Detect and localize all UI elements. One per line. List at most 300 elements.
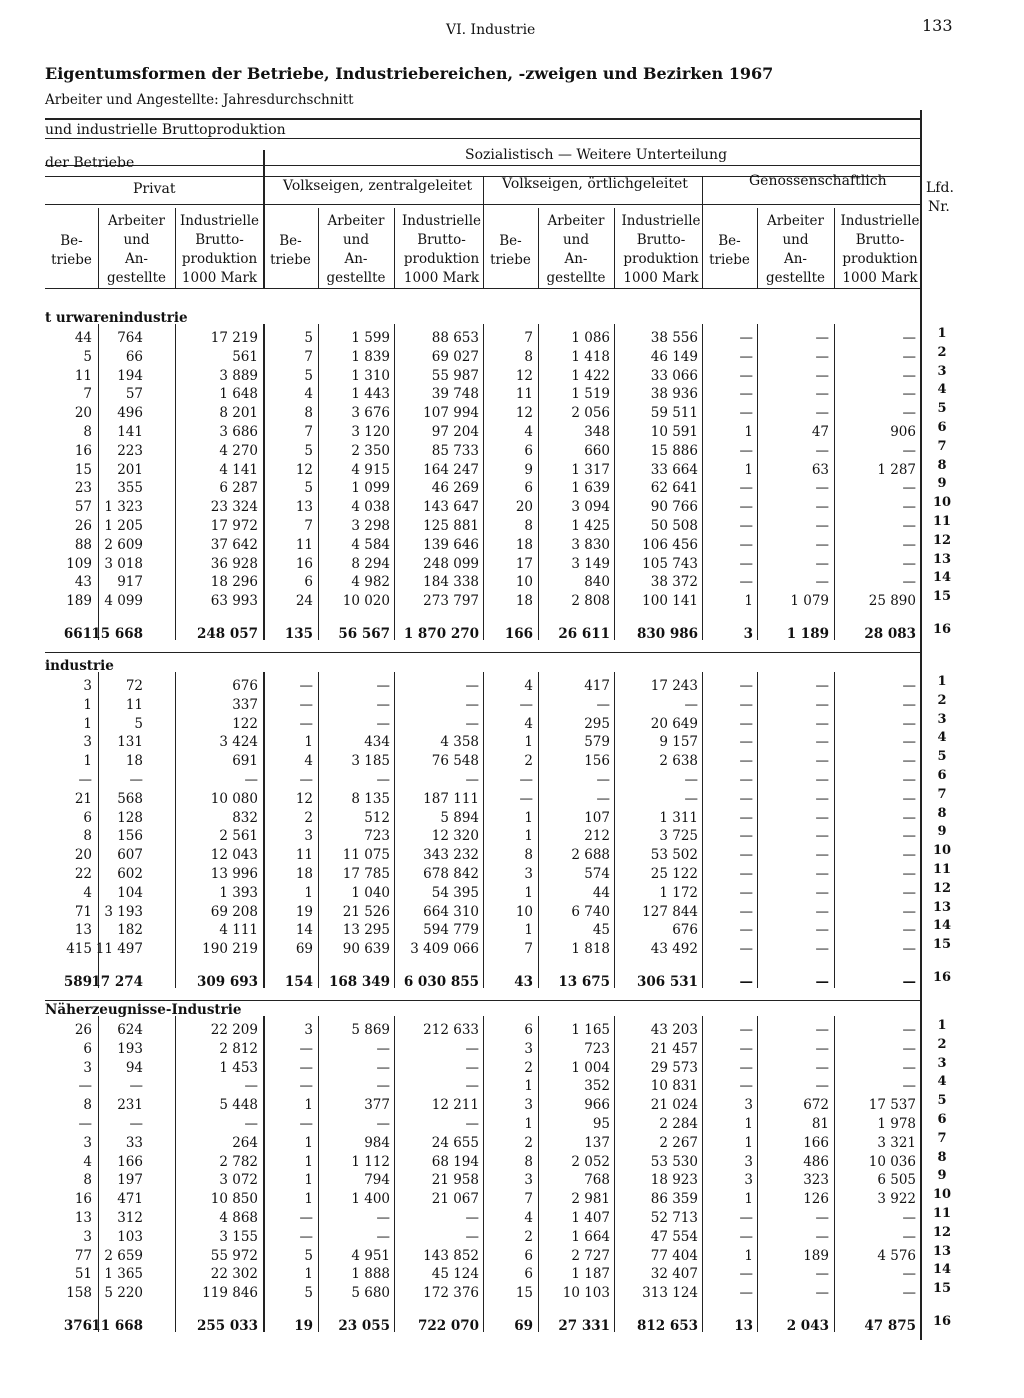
table-cell: 355 xyxy=(117,480,143,497)
table-cell: — xyxy=(299,772,313,788)
table-cell: — xyxy=(815,1078,829,1095)
table-cell: 2 350 xyxy=(351,442,390,459)
table-cell: — xyxy=(902,405,916,422)
table-cell: 18 xyxy=(125,753,143,770)
table-cell: 2 xyxy=(524,1134,533,1151)
table-cell: — xyxy=(902,941,916,958)
table-cell: 11 497 xyxy=(95,941,143,958)
header-betriebe xyxy=(702,232,757,270)
table-cell: 18 296 xyxy=(210,574,258,591)
table-cell: 660 xyxy=(584,442,610,459)
table-cell: — xyxy=(299,1078,313,1095)
table-cell: 723 xyxy=(584,1040,610,1057)
header-text: Brutto- xyxy=(636,232,686,248)
table-cell: 5 xyxy=(83,348,92,365)
table-cell: 1 xyxy=(524,828,533,845)
table-cell: — xyxy=(465,678,479,694)
total-cell: 309 693 xyxy=(196,974,258,990)
table-cell: — xyxy=(78,1078,92,1095)
lfd-number: 12 xyxy=(932,880,952,896)
table-cell: — xyxy=(596,696,610,713)
table-cell: 22 209 xyxy=(210,1022,258,1038)
table-cell: 17 537 xyxy=(868,1097,916,1114)
table-cell: 5 xyxy=(304,367,313,384)
table-cell: — xyxy=(299,1116,313,1132)
table-cell: 44 xyxy=(592,884,610,901)
rule xyxy=(45,288,920,289)
table-cell: — xyxy=(902,574,916,591)
table-cell: 7 xyxy=(304,348,313,365)
table-cell: 46 149 xyxy=(650,348,698,365)
lfd-number: 7 xyxy=(937,1130,947,1146)
table-cell: 624 xyxy=(117,1022,143,1038)
table-cell: — xyxy=(902,1266,916,1283)
table-cell: 37 642 xyxy=(210,536,258,553)
table-cell: — xyxy=(739,442,753,459)
lfd-number: 3 xyxy=(937,1055,947,1071)
table-cell: 10 xyxy=(515,574,533,591)
lfd-number: 5 xyxy=(937,749,947,765)
header-text: produktion xyxy=(623,251,699,267)
lfd-number: 5 xyxy=(937,1093,947,1109)
table-cell: 15 xyxy=(515,1285,533,1302)
total-cell: 376 xyxy=(63,1318,92,1334)
table-cell: 190 219 xyxy=(202,941,258,958)
table-cell: — xyxy=(376,1210,390,1226)
table-cell: — xyxy=(902,442,916,459)
table-cell: 59 511 xyxy=(650,405,698,422)
lfd-number: 4 xyxy=(937,730,947,746)
table-cell: 6 xyxy=(304,574,313,591)
table-cell: 4 xyxy=(304,753,313,770)
lfd-number: 10 xyxy=(932,843,952,859)
table-cell: 16 xyxy=(295,555,313,572)
table-cell: — xyxy=(815,442,829,459)
table-cell: — xyxy=(465,772,479,788)
table-cell: 13 xyxy=(74,1210,92,1226)
table-cell: — xyxy=(465,1116,479,1132)
table-cell: 2 052 xyxy=(571,1153,610,1170)
total-cell: 1 870 270 xyxy=(403,626,479,642)
table-cell: 21 067 xyxy=(431,1191,479,1208)
table-cell: 3 094 xyxy=(571,499,610,516)
lfd-number: 4 xyxy=(937,382,947,398)
table-cell: — xyxy=(739,903,753,920)
table-cell: 12 xyxy=(515,367,533,384)
header-band-betriebe: der Betriebe xyxy=(45,155,135,171)
table-cell: — xyxy=(902,518,916,534)
table-cell: 4 xyxy=(524,678,533,694)
table-cell: 4 038 xyxy=(351,499,390,516)
table-cell: 8 xyxy=(83,424,92,440)
table-cell: 53 530 xyxy=(650,1153,698,1170)
table-cell: — xyxy=(902,536,916,553)
table-cell: 21 xyxy=(74,790,92,807)
table-cell: 579 xyxy=(584,734,610,751)
table-cell: 128 xyxy=(117,809,143,826)
table-cell: 125 881 xyxy=(423,518,479,534)
table-cell: — xyxy=(902,734,916,751)
table-cell: 1 xyxy=(524,884,533,901)
table-cell: — xyxy=(902,715,916,732)
total-cell: 13 xyxy=(734,1318,753,1334)
table-cell: 794 xyxy=(364,1172,390,1189)
table-cell: 187 111 xyxy=(423,790,479,807)
table-cell: 85 733 xyxy=(431,442,479,459)
table-cell: 8 xyxy=(524,1153,533,1170)
table-cell: 1 453 xyxy=(219,1059,258,1076)
table-cell: 2 267 xyxy=(659,1134,698,1151)
table-cell: 768 xyxy=(584,1172,610,1189)
lfd-number: 2 xyxy=(937,1036,947,1052)
table-cell: 3 149 xyxy=(571,555,610,572)
table-cell: 1 xyxy=(744,461,753,478)
table-cell: 3 018 xyxy=(104,555,143,572)
table-cell: 51 xyxy=(74,1266,92,1283)
table-cell: 189 xyxy=(66,593,92,610)
header-text: und xyxy=(562,232,590,248)
table-cell: 10 080 xyxy=(210,790,258,807)
header-text: produktion xyxy=(842,251,918,267)
table-cell: 1 xyxy=(304,1134,313,1151)
table-cell: 2 812 xyxy=(219,1040,258,1057)
table-cell: 8 xyxy=(524,348,533,365)
table-cell: 6 xyxy=(83,809,92,826)
table-cell: 12 211 xyxy=(431,1097,479,1114)
table-cell: 7 xyxy=(524,330,533,346)
lfd-number: 1 xyxy=(937,326,947,341)
table-cell: 1 112 xyxy=(351,1153,390,1170)
table-cell: — xyxy=(815,1266,829,1283)
table-cell: — xyxy=(739,1210,753,1226)
table-cell: 6 xyxy=(524,480,533,497)
table-cell: 164 247 xyxy=(423,461,479,478)
table-cell: 26 xyxy=(74,1022,92,1038)
table-cell: — xyxy=(815,903,829,920)
table-cell: 602 xyxy=(117,866,143,882)
table-cell: 127 844 xyxy=(642,903,698,920)
table-cell: 3 xyxy=(524,1040,533,1057)
table-cell: — xyxy=(815,386,829,403)
table-cell: 39 748 xyxy=(431,386,479,403)
table-cell: — xyxy=(739,1040,753,1057)
lfd-number: 3 xyxy=(937,711,947,727)
table-cell: — xyxy=(815,753,829,770)
table-cell: 63 xyxy=(811,461,829,478)
table-cell: 1 839 xyxy=(351,348,390,365)
table-cell: 1 xyxy=(524,1116,533,1132)
total-cell: 166 xyxy=(504,626,533,642)
table-cell: 43 492 xyxy=(650,941,698,958)
lfd-number: 8 xyxy=(937,805,947,821)
table-cell: 137 xyxy=(584,1134,610,1151)
table-cell: — xyxy=(815,574,829,591)
table-cell: — xyxy=(684,790,698,807)
table-cell: — xyxy=(902,1210,916,1226)
lfd-number: 6 xyxy=(937,1112,947,1127)
total-cell: 23 055 xyxy=(338,1318,390,1334)
table-cell: — xyxy=(739,847,753,864)
table-cell: — xyxy=(815,772,829,788)
table-cell: 8 201 xyxy=(219,405,258,422)
table-cell: 496 xyxy=(117,405,143,422)
table-cell: 1 xyxy=(524,734,533,751)
table-cell: 172 376 xyxy=(423,1285,479,1302)
table-cell: 5 220 xyxy=(104,1285,143,1302)
table-cell: 77 404 xyxy=(650,1247,698,1264)
header-text: An- xyxy=(124,251,148,267)
table-cell: 3 185 xyxy=(351,753,390,770)
header-text: Arbeiter xyxy=(547,213,605,229)
table-cell: 3 725 xyxy=(659,828,698,845)
table-cell: — xyxy=(739,480,753,497)
table-cell: — xyxy=(815,518,829,534)
table-cell: 62 641 xyxy=(650,480,698,497)
table-cell: 832 xyxy=(232,809,258,826)
table-cell: 313 124 xyxy=(642,1285,698,1302)
lfd-number: 15 xyxy=(932,1281,952,1297)
table-cell: 182 xyxy=(117,922,143,939)
table-cell: 2 688 xyxy=(571,847,610,864)
header-text: Arbeiter xyxy=(766,213,825,229)
table-cell: 434 xyxy=(364,734,390,751)
table-cell: — xyxy=(244,1116,258,1132)
total-cell: 26 611 xyxy=(558,626,610,642)
table-cell: 4 868 xyxy=(219,1210,258,1226)
table-cell: 1 648 xyxy=(219,386,258,403)
table-cell: 6 xyxy=(524,1022,533,1038)
table-cell: — xyxy=(299,1059,313,1076)
table-cell: 6 287 xyxy=(219,480,258,497)
table-cell: — xyxy=(815,790,829,807)
table-cell: 11 xyxy=(295,847,313,864)
header-bruttoproduktion xyxy=(175,212,264,288)
table-cell: 1 xyxy=(744,593,753,610)
table-cell: 1 519 xyxy=(571,386,610,403)
table-cell: — xyxy=(739,1266,753,1283)
table-cell: 4 099 xyxy=(104,593,143,610)
table-cell: 1 311 xyxy=(659,809,698,826)
table-cell: 1 393 xyxy=(219,884,258,901)
table-cell: 1 xyxy=(304,1266,313,1283)
header-text: Be- xyxy=(718,233,741,249)
table-cell: 17 219 xyxy=(210,330,258,346)
table-cell: 1 xyxy=(304,1153,313,1170)
table-cell: 4 xyxy=(304,386,313,403)
table-cell: — xyxy=(815,809,829,826)
table-cell: — xyxy=(815,348,829,365)
table-cell: — xyxy=(519,790,533,807)
lfd-number: 1 xyxy=(937,1018,947,1033)
table-cell: 38 372 xyxy=(650,574,698,591)
table-cell: — xyxy=(902,884,916,901)
table-cell: 3 686 xyxy=(219,424,258,440)
table-cell: — xyxy=(465,1078,479,1095)
table-cell: 25 122 xyxy=(650,866,698,882)
table-cell: 4 xyxy=(524,1210,533,1226)
table-cell: — xyxy=(739,555,753,572)
table-cell: 906 xyxy=(890,424,916,440)
table-cell: 7 xyxy=(304,518,313,534)
table-cell: 2 xyxy=(304,809,313,826)
lfd-number: 11 xyxy=(932,1206,952,1221)
table-cell: 13 295 xyxy=(342,922,390,939)
lfd-number-total: 16 xyxy=(932,970,952,985)
table-cell: — xyxy=(815,405,829,422)
table-cell: 94 xyxy=(125,1059,143,1076)
header-text: Arbeiter xyxy=(327,213,385,229)
table-cell: — xyxy=(739,536,753,553)
header-text: Brutto- xyxy=(195,232,244,248)
table-cell: 3 424 xyxy=(219,734,258,751)
table-cell: 201 xyxy=(117,461,143,478)
lfd-number-total: 16 xyxy=(932,1314,952,1329)
table-cell: 2 638 xyxy=(659,753,698,770)
lfd-number: 8 xyxy=(937,1149,947,1165)
total-cell: 43 xyxy=(514,974,533,990)
table-cell: 23 xyxy=(74,480,92,497)
table-cell: 122 xyxy=(232,715,258,732)
table-cell: 5 xyxy=(304,330,313,346)
total-cell: 168 349 xyxy=(328,974,390,990)
table-cell: 1 xyxy=(744,1191,753,1208)
table-cell: 77 xyxy=(74,1247,92,1264)
table-cell: 723 xyxy=(364,828,390,845)
lfd-number: 6 xyxy=(937,768,947,783)
header-bruttoproduktion xyxy=(394,212,489,288)
table-cell: 4 270 xyxy=(219,442,258,459)
header-volkseigen-oertlich: Volkseigen, örtlichgeleitet xyxy=(502,176,688,192)
table-cell: — xyxy=(902,790,916,807)
table-cell: 2 561 xyxy=(219,828,258,845)
total-cell: 6 030 855 xyxy=(403,974,479,990)
table-cell: — xyxy=(815,734,829,751)
lfd-number: 9 xyxy=(937,1168,947,1184)
table-cell: 3 xyxy=(744,1172,753,1189)
total-cell: — xyxy=(815,974,829,990)
table-cell: 17 xyxy=(515,555,533,572)
table-cell: — xyxy=(129,772,143,788)
header-privat: Privat xyxy=(133,181,176,197)
table-cell: — xyxy=(902,367,916,384)
table-cell: 21 526 xyxy=(342,903,390,920)
table-cell: 189 xyxy=(803,1247,829,1264)
total-cell: 830 986 xyxy=(636,626,698,642)
table-cell: 337 xyxy=(232,696,258,713)
table-cell: — xyxy=(129,1116,143,1132)
lfd-number: 13 xyxy=(932,899,952,915)
table-cell: 377 xyxy=(364,1097,390,1114)
table-cell: — xyxy=(902,696,916,713)
table-cell: 119 846 xyxy=(202,1285,258,1302)
table-cell: 8 xyxy=(83,828,92,845)
table-cell: 166 xyxy=(117,1153,143,1170)
table-cell: — xyxy=(465,696,479,713)
table-cell: 1 xyxy=(524,809,533,826)
table-cell: 8 xyxy=(524,847,533,864)
table-cell: 5 xyxy=(304,1247,313,1264)
table-cell: 3 xyxy=(83,1134,92,1151)
table-cell: — xyxy=(739,1022,753,1038)
table-cell: — xyxy=(78,1116,92,1132)
table-cell: 3 xyxy=(744,1097,753,1114)
table-cell: 11 xyxy=(515,386,533,403)
header-arbeiter xyxy=(98,212,175,288)
header-text: 1000 Mark xyxy=(181,270,258,286)
table-cell: — xyxy=(376,1059,390,1076)
table-cell: 166 xyxy=(803,1134,829,1151)
table-cell: 54 395 xyxy=(431,884,479,901)
section-title: industrie xyxy=(45,658,114,674)
table-cell: 143 852 xyxy=(423,1247,479,1264)
table-cell: 194 xyxy=(117,367,143,384)
table-cell: 1 xyxy=(744,424,753,440)
table-cell: 231 xyxy=(117,1097,143,1114)
total-cell: 47 875 xyxy=(864,1318,916,1334)
table-cell: 471 xyxy=(117,1191,143,1208)
table-cell: 3 922 xyxy=(877,1191,916,1208)
table-cell: 2 284 xyxy=(659,1116,698,1132)
table-cell: 568 xyxy=(117,790,143,807)
table-cell: 323 xyxy=(803,1172,829,1189)
table-cell: 223 xyxy=(117,442,143,459)
table-cell: — xyxy=(739,1228,753,1245)
table-cell: — xyxy=(739,696,753,713)
table-cell: 16 xyxy=(74,442,92,459)
table-cell: 71 xyxy=(74,903,92,920)
table-cell: 561 xyxy=(232,348,258,365)
table-cell: 1 xyxy=(83,753,92,770)
table-cell: 1 xyxy=(744,1116,753,1132)
table-cell: 2 609 xyxy=(104,536,143,553)
table-cell: 107 994 xyxy=(423,405,479,422)
table-cell: 156 xyxy=(117,828,143,845)
header-text: triebe xyxy=(270,252,311,268)
header-text: triebe xyxy=(709,252,750,268)
total-cell: 248 057 xyxy=(196,626,258,642)
total-cell: 722 070 xyxy=(417,1318,479,1334)
table-cell: — xyxy=(376,1078,390,1095)
table-cell: 1 310 xyxy=(351,367,390,384)
table-cell: — xyxy=(739,715,753,732)
table-cell: 9 157 xyxy=(659,734,698,751)
table-cell: 3 xyxy=(524,866,533,882)
table-cell: 18 xyxy=(515,536,533,553)
table-cell: 4 358 xyxy=(440,734,479,751)
table-cell: 7 xyxy=(524,1191,533,1208)
table-cell: — xyxy=(739,574,753,591)
table-cell: 6 xyxy=(524,442,533,459)
table-cell: — xyxy=(902,386,916,403)
column-rule xyxy=(920,110,922,1340)
table-cell: — xyxy=(815,715,829,732)
table-cell: — xyxy=(815,1285,829,1302)
table-cell: — xyxy=(596,772,610,788)
table-cell: 1 xyxy=(524,1078,533,1095)
table-cell: 43 xyxy=(74,574,92,591)
table-cell: — xyxy=(376,715,390,732)
table-cell: — xyxy=(244,1078,258,1095)
table-cell: 1 599 xyxy=(351,330,390,346)
table-cell: 3 298 xyxy=(351,518,390,534)
table-cell: 1 086 xyxy=(571,330,610,346)
table-cell: 143 647 xyxy=(423,499,479,516)
header-text: triebe xyxy=(51,252,92,268)
table-cell: 76 548 xyxy=(431,753,479,770)
table-cell: 984 xyxy=(364,1134,390,1151)
table-cell: 29 573 xyxy=(650,1059,698,1076)
table-cell: — xyxy=(739,884,753,901)
